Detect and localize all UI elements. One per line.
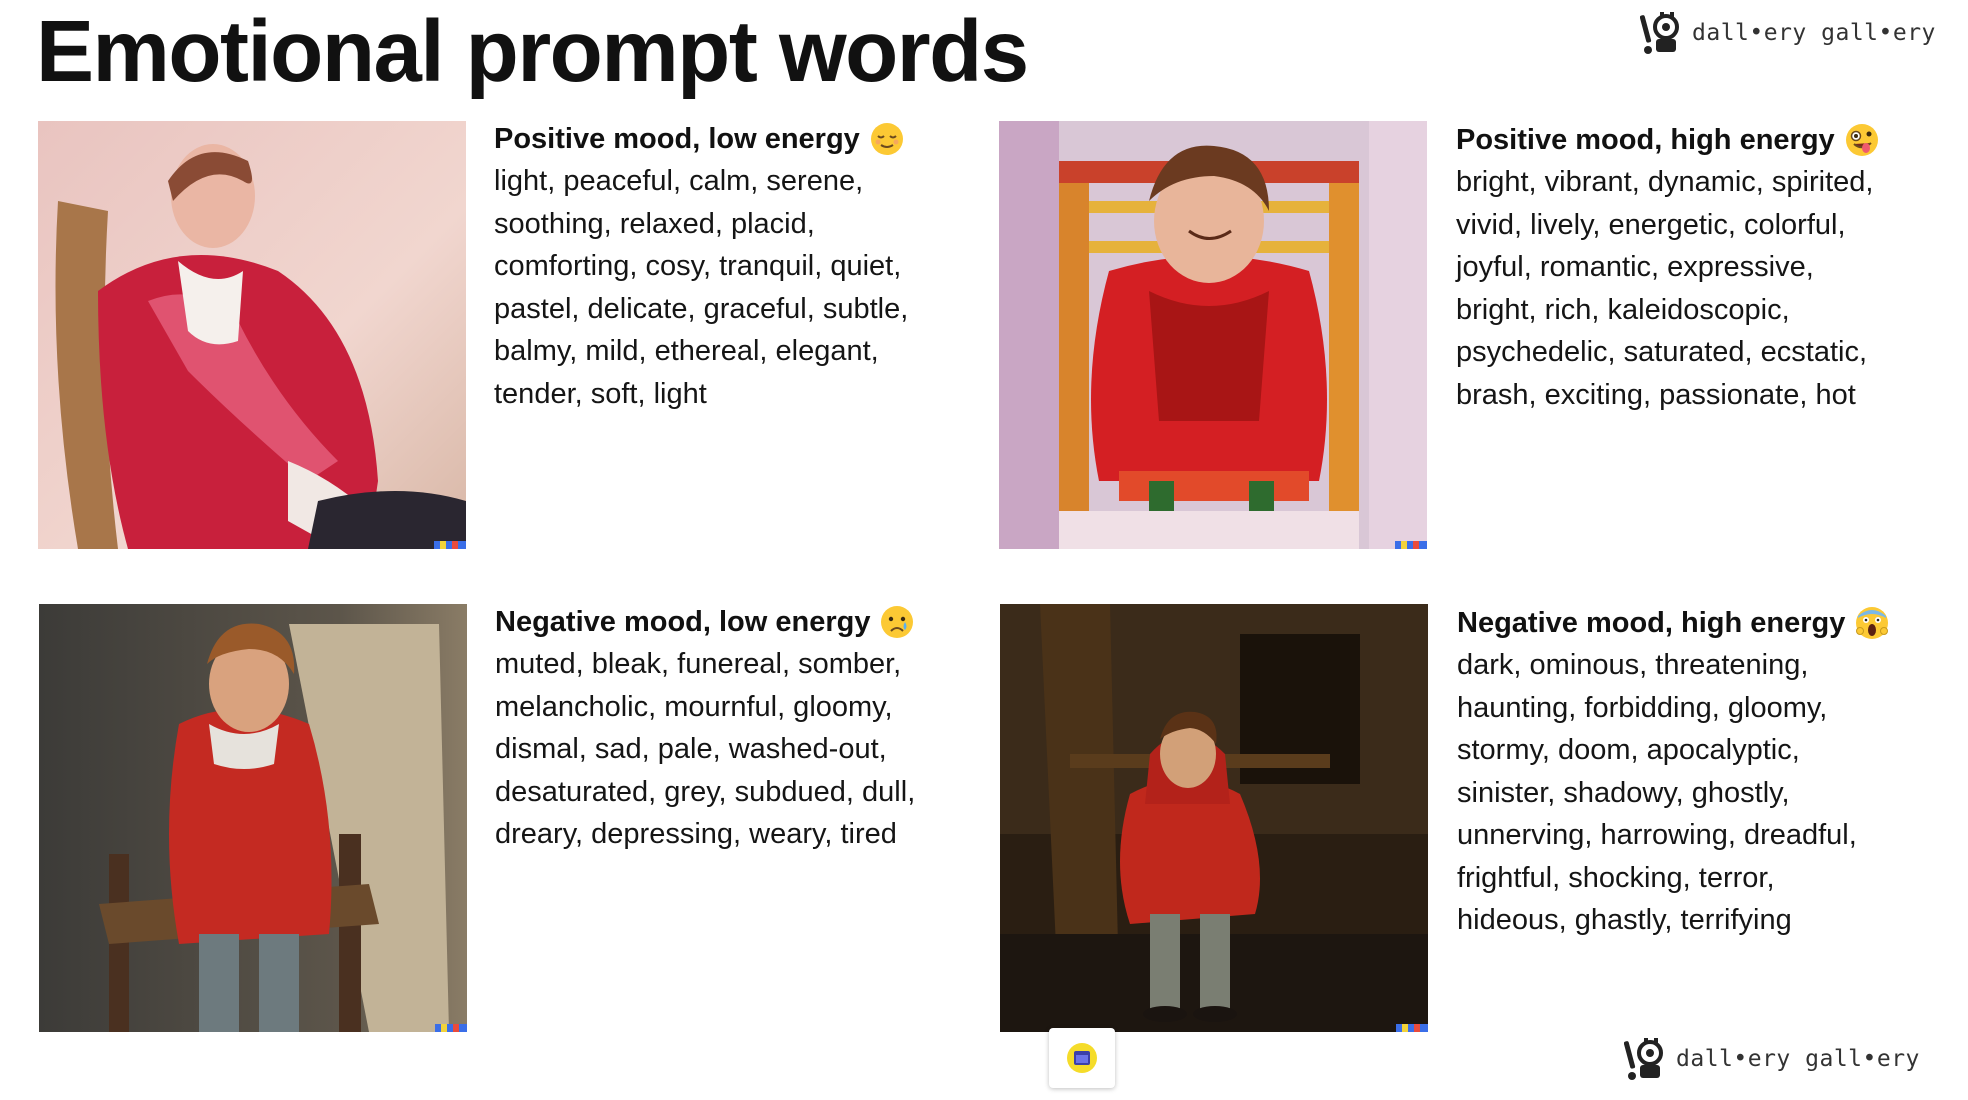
panel-negative-high [1457, 602, 1917, 942]
panel-positive-high [1456, 119, 1916, 416]
panel-heading: Negative mood, low energy [495, 606, 871, 638]
word-line: bright, rich, kaleidoscopic, [1456, 293, 1790, 326]
relieved-face-emoji [870, 122, 904, 156]
brand-name: dall•ery gall•ery [1692, 20, 1936, 46]
brand-name: dall•ery gall•ery [1676, 1046, 1920, 1072]
word-line: dreary, depressing, weary, tired [495, 818, 897, 850]
window-icon [1067, 1043, 1097, 1073]
panel-positive-low [494, 118, 954, 415]
painting-boy-red-coat-dark [1000, 604, 1428, 1032]
screaming-face-emoji [1855, 606, 1889, 640]
word-line: desaturated, grey, subdued, dull, [495, 775, 916, 808]
robot-artist-icon [1640, 10, 1684, 56]
word-line: comforting, cosy, tranquil, quiet, [494, 250, 902, 282]
panel-negative-low [495, 601, 955, 856]
crying-face-emoji [880, 605, 914, 639]
panel-heading: Negative mood, high energy [1457, 607, 1846, 639]
word-line: sinister, shadowy, ghostly, [1457, 776, 1790, 809]
word-line: joyful, romantic, expressive, [1456, 251, 1814, 283]
word-line: dismal, sad, pale, washed-out, [495, 733, 887, 765]
painting-boy-red-coat-vibrant [999, 121, 1427, 549]
word-line: balmy, mild, ethereal, elegant, [494, 335, 879, 367]
word-line: pastel, delicate, graceful, subtle, [494, 292, 909, 325]
panel-heading: Positive mood, low energy [494, 123, 860, 155]
word-line: psychedelic, saturated, ecstatic, [1456, 336, 1868, 368]
word-line: hideous, ghastly, terrifying [1457, 904, 1792, 936]
word-line: dark, ominous, threatening, [1457, 649, 1809, 681]
word-line: light, peaceful, calm, serene, [494, 165, 864, 197]
word-line: muted, bleak, funereal, somber, [495, 648, 902, 680]
word-line: tender, soft, light [494, 377, 707, 410]
brand-logo [1640, 10, 1936, 56]
word-line: melancholic, mournful, gloomy, [495, 690, 893, 723]
word-line: unnerving, harrowing, dreadful, [1457, 819, 1857, 851]
word-line: bright, vibrant, dynamic, spirited, [1456, 166, 1874, 198]
word-line: brash, exciting, passionate, hot [1456, 378, 1856, 411]
robot-artist-icon [1624, 1036, 1668, 1082]
word-line: frightful, shocking, terror, [1457, 861, 1775, 894]
brand-logo-footer [1624, 1036, 1920, 1082]
page-title: Emotional prompt words [36, 3, 1028, 100]
panel-heading: Positive mood, high energy [1456, 124, 1835, 156]
painting-boy-red-coat-muted [39, 604, 467, 1032]
zany-face-emoji [1845, 123, 1879, 157]
word-line: stormy, doom, apocalyptic, [1457, 734, 1800, 766]
word-line: haunting, forbidding, gloomy, [1457, 691, 1828, 724]
floating-widget-button[interactable] [1049, 1028, 1115, 1088]
word-line: soothing, relaxed, placid, [494, 207, 815, 240]
painting-boy-red-coat-pastel [38, 121, 466, 549]
word-line: vivid, lively, energetic, colorful, [1456, 208, 1846, 241]
